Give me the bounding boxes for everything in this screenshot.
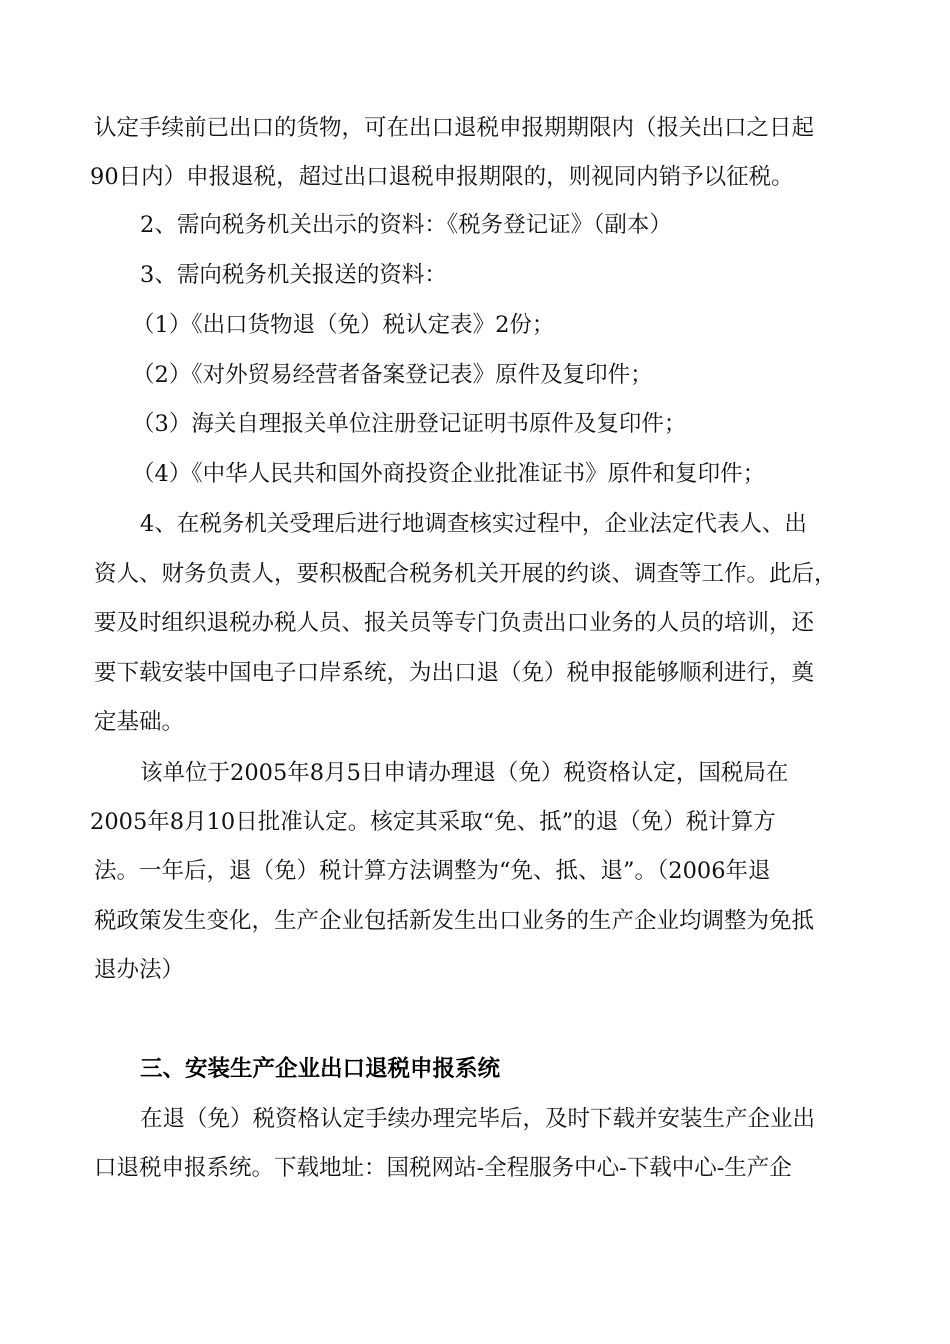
body-text-line: 该单位于2005年8月5日申请办理退（免）税资格认定，国税局在 (140, 760, 789, 786)
body-text-line: 口退税申报系统。下载地址：国税网站-全程服务中心-下载中心-生产企 (94, 1155, 792, 1181)
body-text-line: 在退（免）税资格认定手续办理完毕后，及时下载并安装生产企业出 (140, 1106, 816, 1132)
body-text-line: 法。一年后，退（免）税计算方法调整为“免、抵、退”。（2006年退 (94, 858, 771, 884)
body-text-line: 90日内）申报退税，超过出口退税申报期限的，则视同内销予以征税。 (90, 164, 794, 190)
list-item: 3、需向税务机关报送的资料： (140, 262, 447, 288)
section-heading: 三、安装生产企业出口退税申报系统 (140, 1056, 501, 1082)
body-text-line: 定基础。 (94, 709, 185, 735)
body-text-line: 税政策发生变化，生产企业包括新发生出口业务的生产企业均调整为免抵 (94, 908, 815, 934)
body-text-line: 退办法） (94, 957, 185, 983)
list-item: 2、需向税务机关出示的资料：《税务登记证》（副本） (140, 212, 672, 238)
list-item: （3）海关自理报关单位注册登记证明书原件及复印件； (132, 411, 687, 437)
list-item: 4、在税务机关受理后进行地调查核实过程中，企业法定代表人、出 (140, 511, 807, 537)
body-text-line: 2005年8月10日批准认定。核定其采取“免、抵”的退（免）税计算方 (90, 809, 776, 835)
body-text-line: 要及时组织退税办税人员、报关员等专门负责出口业务的人员的培训，还 (94, 610, 815, 636)
list-item: （4）《中华人民共和国外商投资企业批准证书》原件和复印件； (132, 461, 766, 487)
body-text-line: 资人、财务负责人，要积极配合税务机关开展的约谈、调查等工作。此后， (94, 561, 837, 587)
list-item: （1）《出口货物退（免）税认定表》2份； (132, 312, 555, 338)
body-text-line: 认定手续前已出口的货物，可在出口退税申报期期限内（报关出口之日起 (94, 115, 815, 141)
body-text-line: 要下载安装中国电子口岸系统，为出口退（免）税申报能够顺利进行，奠 (94, 660, 815, 686)
list-item: （2）《对外贸易经营者备案登记表》原件及复印件； (132, 362, 653, 388)
